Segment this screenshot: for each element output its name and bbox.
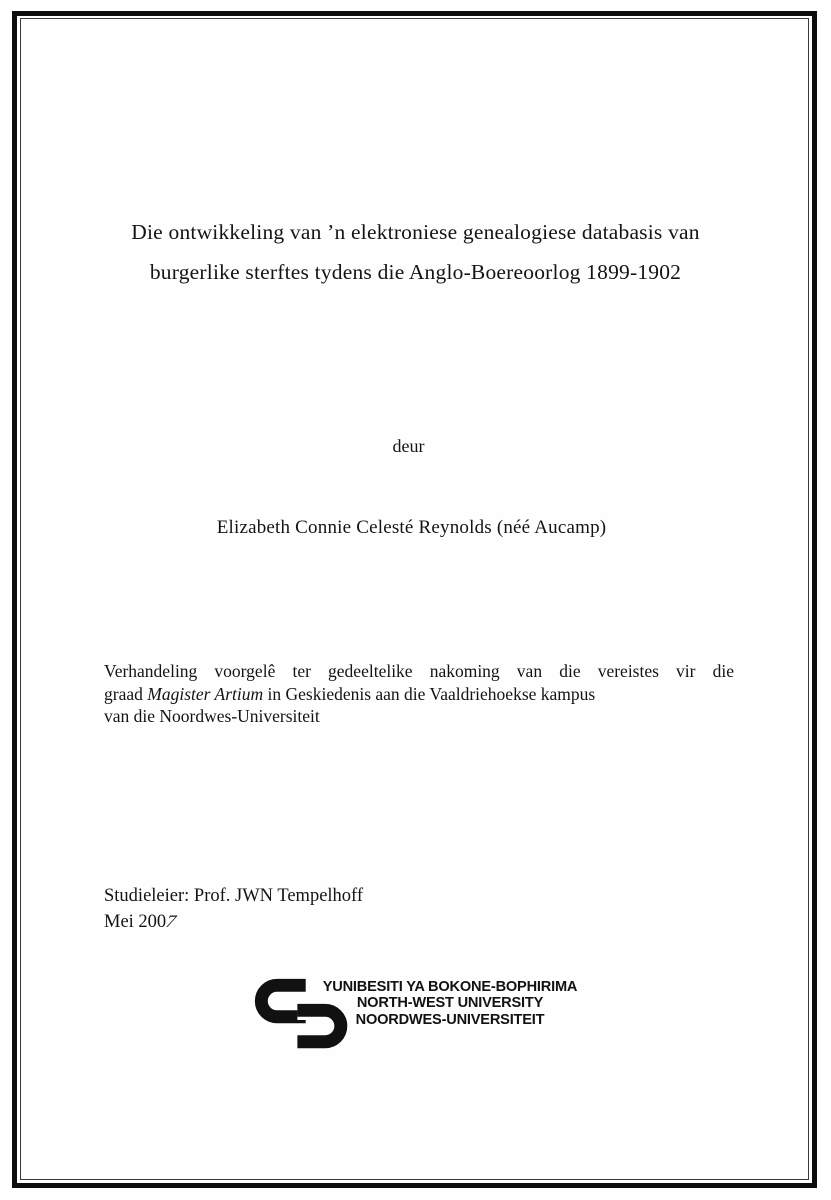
statement-line-1: Verhandeling voorgelê ter gedeeltelike nakoming van die vereistes vir die — [104, 661, 734, 681]
submission-statement — [104, 660, 734, 728]
statement-line-2 — [104, 683, 734, 706]
statement-line-3: van die Noordwes-Universiteit — [104, 706, 320, 727]
university-logo-text — [316, 979, 584, 1028]
supervisor-line: Studieleier: Prof. JWN Tempelhoff — [104, 886, 364, 906]
thesis-title — [60, 212, 771, 292]
date-last-digit: 7 — [162, 912, 180, 932]
supervisor-and-date — [104, 883, 363, 935]
thesis-title-line-2: burgerlike sterftes tydens die Anglo-Boereoorlog 1899-1902 — [149, 260, 682, 284]
statement-line-2-suffix: in Geskiedenis aan die Vaaldriehoekse kampus — [263, 683, 596, 704]
thesis-title-line-1: Die ontwikkeling van ’n elektroniese genealogiese databasis van — [131, 220, 700, 244]
date-prefix: Mei 200 — [104, 912, 167, 932]
statement-line-2-prefix: graad — [104, 683, 148, 704]
byline-deur: deur — [392, 436, 425, 456]
logo-line-afrikaans: NOORDWES-UNIVERSITEIT — [355, 1011, 545, 1028]
university-logo — [253, 975, 593, 1065]
date-line — [104, 909, 363, 935]
logo-line-setswana: YUNIBESITI YA BOKONE-BOPHIRIMA — [322, 979, 578, 995]
logo-line-english: NORTH-WEST UNIVERSITY — [356, 995, 544, 1012]
author-name: Elizabeth Connie Celesté Reynolds (néé Aucamp) — [216, 517, 607, 538]
degree-name-italic: Magister Artium — [147, 683, 264, 704]
